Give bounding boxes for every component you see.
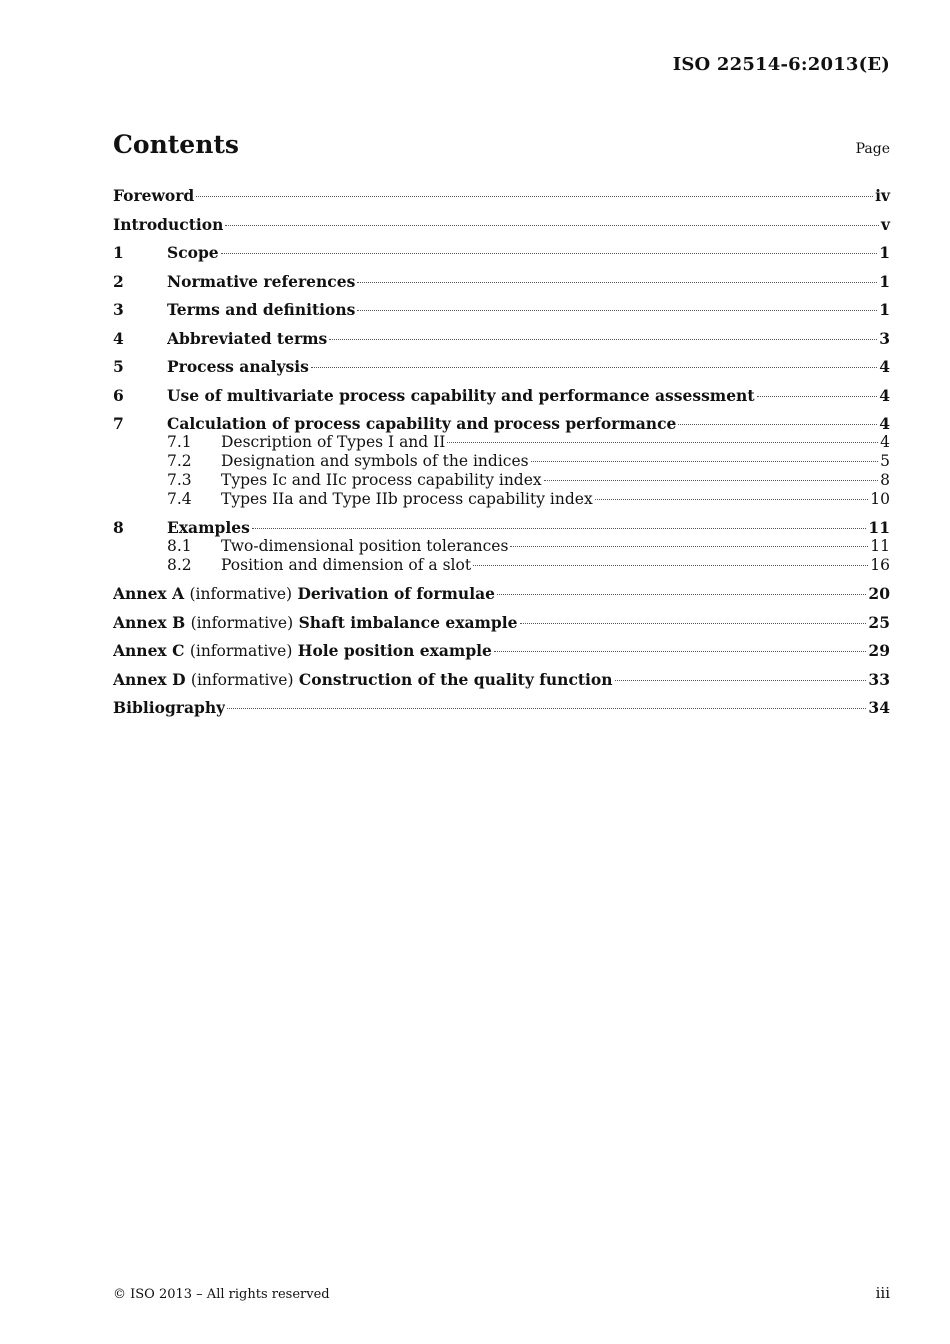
toc-entry-page: 10 xyxy=(870,490,890,508)
dot-leader xyxy=(329,339,877,340)
page-number: iii xyxy=(875,1284,890,1302)
toc-entry-page: 11 xyxy=(870,537,890,555)
toc-entry-process-analysis[interactable] xyxy=(113,357,890,386)
annex-letter: Annex B xyxy=(113,612,186,632)
toc-entry-normative-references[interactable] xyxy=(113,272,890,301)
toc-entry-label xyxy=(113,613,518,633)
toc-entry-number: 8.1 xyxy=(167,537,192,555)
toc-entry-page: 4 xyxy=(879,414,890,433)
annex-letter: Annex C xyxy=(113,641,185,660)
dot-leader xyxy=(357,282,877,283)
toc-entry-number: 7 xyxy=(113,414,124,433)
toc-entry-page: 4 xyxy=(879,385,890,405)
toc-entry-number: 6 xyxy=(113,385,124,405)
toc-entry-label: Types Ic and IIc process capability index xyxy=(221,471,542,489)
dot-leader xyxy=(510,546,868,547)
toc-entry-label: Terms and definitions xyxy=(167,300,356,319)
dot-leader xyxy=(473,565,868,566)
annex-title: Hole position example xyxy=(297,641,492,660)
dot-leader xyxy=(497,594,866,595)
annex-letter: Annex A xyxy=(113,584,185,603)
toc-entry-number: 1 xyxy=(113,243,124,262)
toc-subentry-7-3[interactable] xyxy=(113,471,890,490)
dot-leader xyxy=(357,310,877,311)
dot-leader xyxy=(252,528,867,529)
toc-entry-number: 4 xyxy=(113,328,124,348)
toc-entry-label: Bibliography xyxy=(113,698,226,717)
toc-entry-scope[interactable] xyxy=(113,243,890,272)
toc-subentry-8-2[interactable] xyxy=(113,556,890,584)
toc-entry-label: Use of multivariate process capability and performance assessment xyxy=(167,385,755,405)
toc-entry-page: iv xyxy=(875,186,890,205)
toc-entry-label: Foreword xyxy=(113,186,195,205)
toc-entry-label: Scope xyxy=(167,243,219,262)
toc-entry-introduction[interactable] xyxy=(113,215,890,244)
dot-leader xyxy=(447,442,878,443)
toc-entry-label: Introduction xyxy=(113,214,224,234)
dot-leader xyxy=(221,253,878,254)
annex-type: (informative) xyxy=(189,642,293,660)
page-column-label: Page xyxy=(855,141,890,157)
toc-entry-label: Two-dimensional position tolerances xyxy=(221,537,509,555)
toc-entry-number: 8 xyxy=(113,518,124,537)
contents-header xyxy=(113,130,890,159)
toc-entry-number: 7.3 xyxy=(167,471,192,489)
dot-leader xyxy=(227,708,866,709)
toc-entry-foreword[interactable] xyxy=(113,186,890,215)
toc-entry-page: 11 xyxy=(868,518,890,537)
toc-entry-annex-b[interactable] xyxy=(113,613,890,642)
annex-title: Shaft imbalance example xyxy=(298,612,518,632)
toc-entry-page: 33 xyxy=(868,669,890,689)
toc-entry-number: 3 xyxy=(113,300,124,319)
annex-letter: Annex D xyxy=(113,669,186,689)
dot-leader xyxy=(531,461,879,462)
toc-entry-number: 2 xyxy=(113,271,124,291)
toc-entry-page: 4 xyxy=(879,357,890,376)
dot-leader xyxy=(225,225,879,226)
annex-type: (informative) xyxy=(189,585,293,603)
toc-entry-number: 7.2 xyxy=(167,452,192,470)
toc-entry-terms-and-definitions[interactable] xyxy=(113,300,890,329)
dot-leader xyxy=(311,367,877,368)
toc-subentry-8-1[interactable] xyxy=(113,537,890,556)
toc-entry-multivariate-assessment[interactable] xyxy=(113,386,890,415)
toc-entry-page: 1 xyxy=(879,243,890,262)
toc-entry-examples[interactable] xyxy=(113,518,890,537)
toc-entry-label: Designation and symbols of the indices xyxy=(221,452,529,470)
toc-entry-number: 7.1 xyxy=(167,433,192,451)
toc-entry-label: Calculation of process capability and process performance xyxy=(167,414,677,433)
toc-entry-label: Types IIa and Type IIb process capability index xyxy=(221,490,593,508)
toc-entry-label xyxy=(113,670,613,690)
page-title: Contents xyxy=(113,130,240,159)
dot-leader xyxy=(544,480,878,481)
dot-leader xyxy=(678,424,877,425)
toc-entry-label xyxy=(113,584,495,604)
page-footer xyxy=(113,1284,890,1302)
toc-entry-number: 8.2 xyxy=(167,556,192,574)
toc-subentry-7-1[interactable] xyxy=(113,433,890,452)
toc-entry-annex-d[interactable] xyxy=(113,670,890,699)
toc-entry-label: Normative references xyxy=(167,271,356,291)
dot-leader xyxy=(615,680,867,681)
toc-entry-page: 8 xyxy=(880,471,890,489)
toc-entry-annex-c[interactable] xyxy=(113,641,890,670)
toc-entry-label: Position and dimension of a slot xyxy=(221,556,472,574)
toc-entry-label: Examples xyxy=(167,518,250,537)
toc-entry-page: 5 xyxy=(880,452,890,470)
toc-entry-page: 3 xyxy=(879,328,890,348)
toc-entry-page: 34 xyxy=(868,698,890,717)
toc-entry-number: 7.4 xyxy=(167,490,192,508)
toc-entry-calculation[interactable] xyxy=(113,414,890,433)
copyright-notice: © ISO 2013 – All rights reserved xyxy=(113,1287,330,1302)
dot-leader xyxy=(196,196,873,197)
annex-title: Derivation of formulae xyxy=(297,584,495,603)
annex-type: (informative) xyxy=(190,613,294,632)
document-id: ISO 22514-6:2013(E) xyxy=(672,54,890,75)
toc-entry-label: Description of Types I and II xyxy=(221,433,446,451)
toc-subentry-7-4[interactable] xyxy=(113,490,890,518)
dot-leader xyxy=(494,651,867,652)
dot-leader xyxy=(595,499,869,500)
toc-entry-bibliography[interactable] xyxy=(113,698,890,727)
toc-entry-page: 16 xyxy=(870,556,890,574)
toc-entry-page: 4 xyxy=(880,433,890,451)
annex-type: (informative) xyxy=(190,670,294,689)
table-of-contents xyxy=(113,186,890,727)
toc-entry-annex-a[interactable] xyxy=(113,584,890,613)
toc-entry-abbreviated-terms[interactable] xyxy=(113,329,890,358)
toc-entry-label: Abbreviated terms xyxy=(167,328,328,348)
toc-entry-page: v xyxy=(880,214,890,234)
dot-leader xyxy=(520,623,867,624)
toc-subentry-7-2[interactable] xyxy=(113,452,890,471)
dot-leader xyxy=(757,396,878,397)
toc-entry-page: 1 xyxy=(879,271,890,291)
toc-entry-label: Process analysis xyxy=(167,357,309,376)
toc-entry-number: 5 xyxy=(113,357,124,376)
annex-title: Construction of the quality function xyxy=(298,669,613,689)
toc-entry-page: 25 xyxy=(868,612,890,632)
toc-entry-page: 29 xyxy=(868,641,890,660)
toc-entry-page: 1 xyxy=(879,300,890,319)
toc-entry-page: 20 xyxy=(868,584,890,603)
toc-entry-label xyxy=(113,641,492,661)
